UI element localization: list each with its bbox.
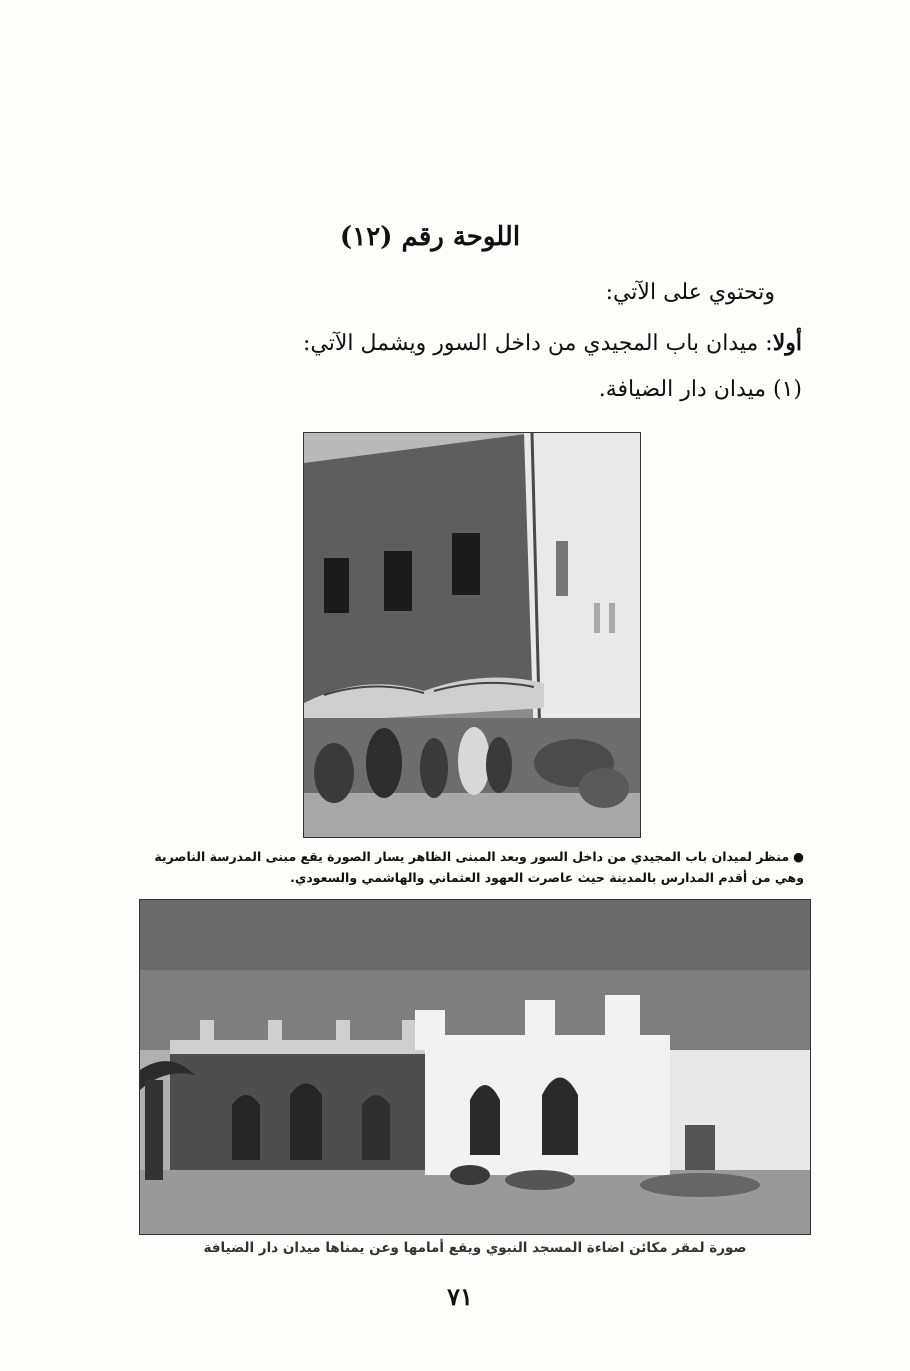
page-number: ٧١ (447, 1282, 473, 1311)
section-label: أولا (772, 330, 802, 356)
photo-1-caption (132, 846, 804, 888)
photo-2-caption: صورة لمقر مكائن اضاءة المسجد النبوي ويقع أمامها وعن يمناها ميدان دار الضيافة (203, 1240, 747, 1256)
photo-1-caption-text: منظر لميدان باب المجيدي من داخل السور وبعد المبنى الظاهر يسار الصورة يقع مبنى المدرسة الناصرية وهي من أقدم المدارس بالمدينة حيث عاصرت العهود العثماني والهاشمي والسعودي. (154, 849, 804, 885)
list-item-1: (١) ميدان دار الضيافة. (598, 377, 802, 402)
plate-title: اللوحة رقم (١٢) (339, 222, 521, 252)
intro-line: وتحتوي على الآتي: (605, 280, 775, 305)
section-heading (303, 330, 802, 356)
bullet-icon: ● (793, 849, 804, 864)
photo-majidi-square (303, 432, 641, 838)
section-text: : ميدان باب المجيدي من داخل السور ويشمل الآتي: (303, 331, 773, 356)
photo-lighting-building (139, 899, 811, 1235)
